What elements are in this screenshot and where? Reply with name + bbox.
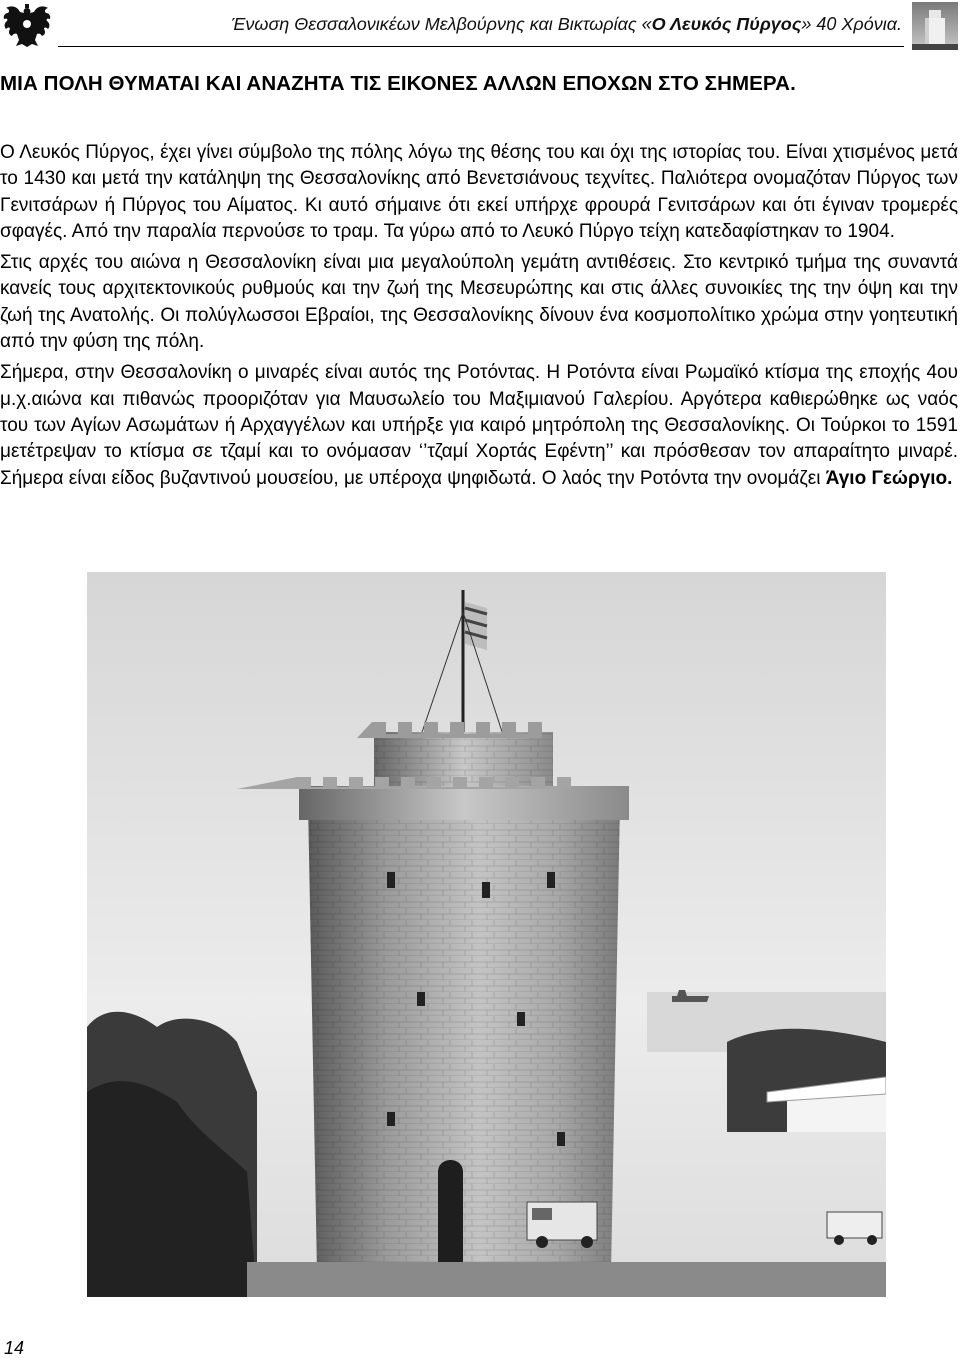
white-tower-thumbnail <box>912 2 958 50</box>
double-headed-eagle-icon <box>2 2 52 48</box>
white-tower-photo <box>87 572 886 1297</box>
running-header: Ένωση Θεσσαλονικέων Μελβούρνης και Βικτωρίας «Ο Λευκός Πύργος» 40 Χρόνια. <box>231 14 902 34</box>
header-divider <box>58 46 904 47</box>
paragraph-city-contrasts: Στις αρχές του αιώνα η Θεσσαλονίκη είναι μια μεγαλούπολη γεμάτη αντιθέσεις. Στο κεντρικό τμήμα της συναντά κανείς τους αρχιτεκτονικούς ρυθμούς και την ζωή της Μεσευρώπης και στις άλλες συνοικίες της την όψη και την ζωή της Ανατολής. Οι πολύγλωσσοι Εβραίοι, της Θεσσαλονίκης δίνουν ένα κοσμοπολίτικο χρώμα στην γοητευτική από την φύση της πόλη. <box>0 252 958 353</box>
page-title: ΜΙΑ ΠΟΛΗ ΘΥΜΑΤΑΙ ΚΑΙ ΑΝΑΖΗΤΑ ΤΙΣ ΕΙΚΟΝΕΣ ΑΛΛΩΝ ΕΠΟΧΩΝ ΣΤΟ ΣΗΜΕΡΑ. <box>0 72 796 95</box>
page-number: 14 <box>4 1338 25 1358</box>
article-body <box>0 140 958 497</box>
paragraph-rotunda: Σήμερα, στην Θεσσαλονίκη ο μιναρές είναι αυτός της Ροτόντας. Η Ροτόντα είναι Ρωμαϊκό κτίσμα της εποχής 4ου μ.χ.αιώνα και πιθανώς προοριζόταν για Μαυσωλείο του Μαξιμιανού Γαλερίου. Αργότερα καθιερώθηκε ως ναός του των Αγίων Ασωμάτων ή Αρχαγγέλων και υπήρξε για καιρό μητρόπολη της Θεσσαλονίκης. Οι Τούρκοι το 1591 μετέτρεψαν το κτίσμα σε τζαμί και το ονόμασαν ‘’τζαμί Χορτάς Εφέντη’’ και πρόσθεσαν τον απαραίτητο μιναρέ. Σήμερα είναι είδος βυζαντινού μουσείου, με υπέροχα ψηφιδωτά. Ο λαός την Ροτόντα την ονομάζει Άγιο Γεώργιο. <box>0 362 958 489</box>
saint-george-emphasis: Άγιο Γεώργιο. <box>825 467 953 489</box>
paragraph-white-tower: Ο Λευκός Πύργος, έχει γίνει σύμβολο της πόλης λόγω της θέσης του και όχι της ιστορίας του. Είναι χτισμένος μετά το 1430 και μετά την κατάληψη της Θεσσαλονίκης από Βενετσιάνους τεχνίτες. Παλιότερα ονομαζόταν Πύργος των Γενιτσάρων ή Πύργος του Αίματος. Κι αυτό σήμαινε ότι εκεί υπήρχε φρουρά Γενιτσάρων και ότι έγιναν τρομερές σφαγές. Από την παραλία περνούσε το τραμ. Τα γύρω από το Λευκό Πύργο τείχη κατεδαφίστηκαν το 1904. <box>0 142 958 242</box>
